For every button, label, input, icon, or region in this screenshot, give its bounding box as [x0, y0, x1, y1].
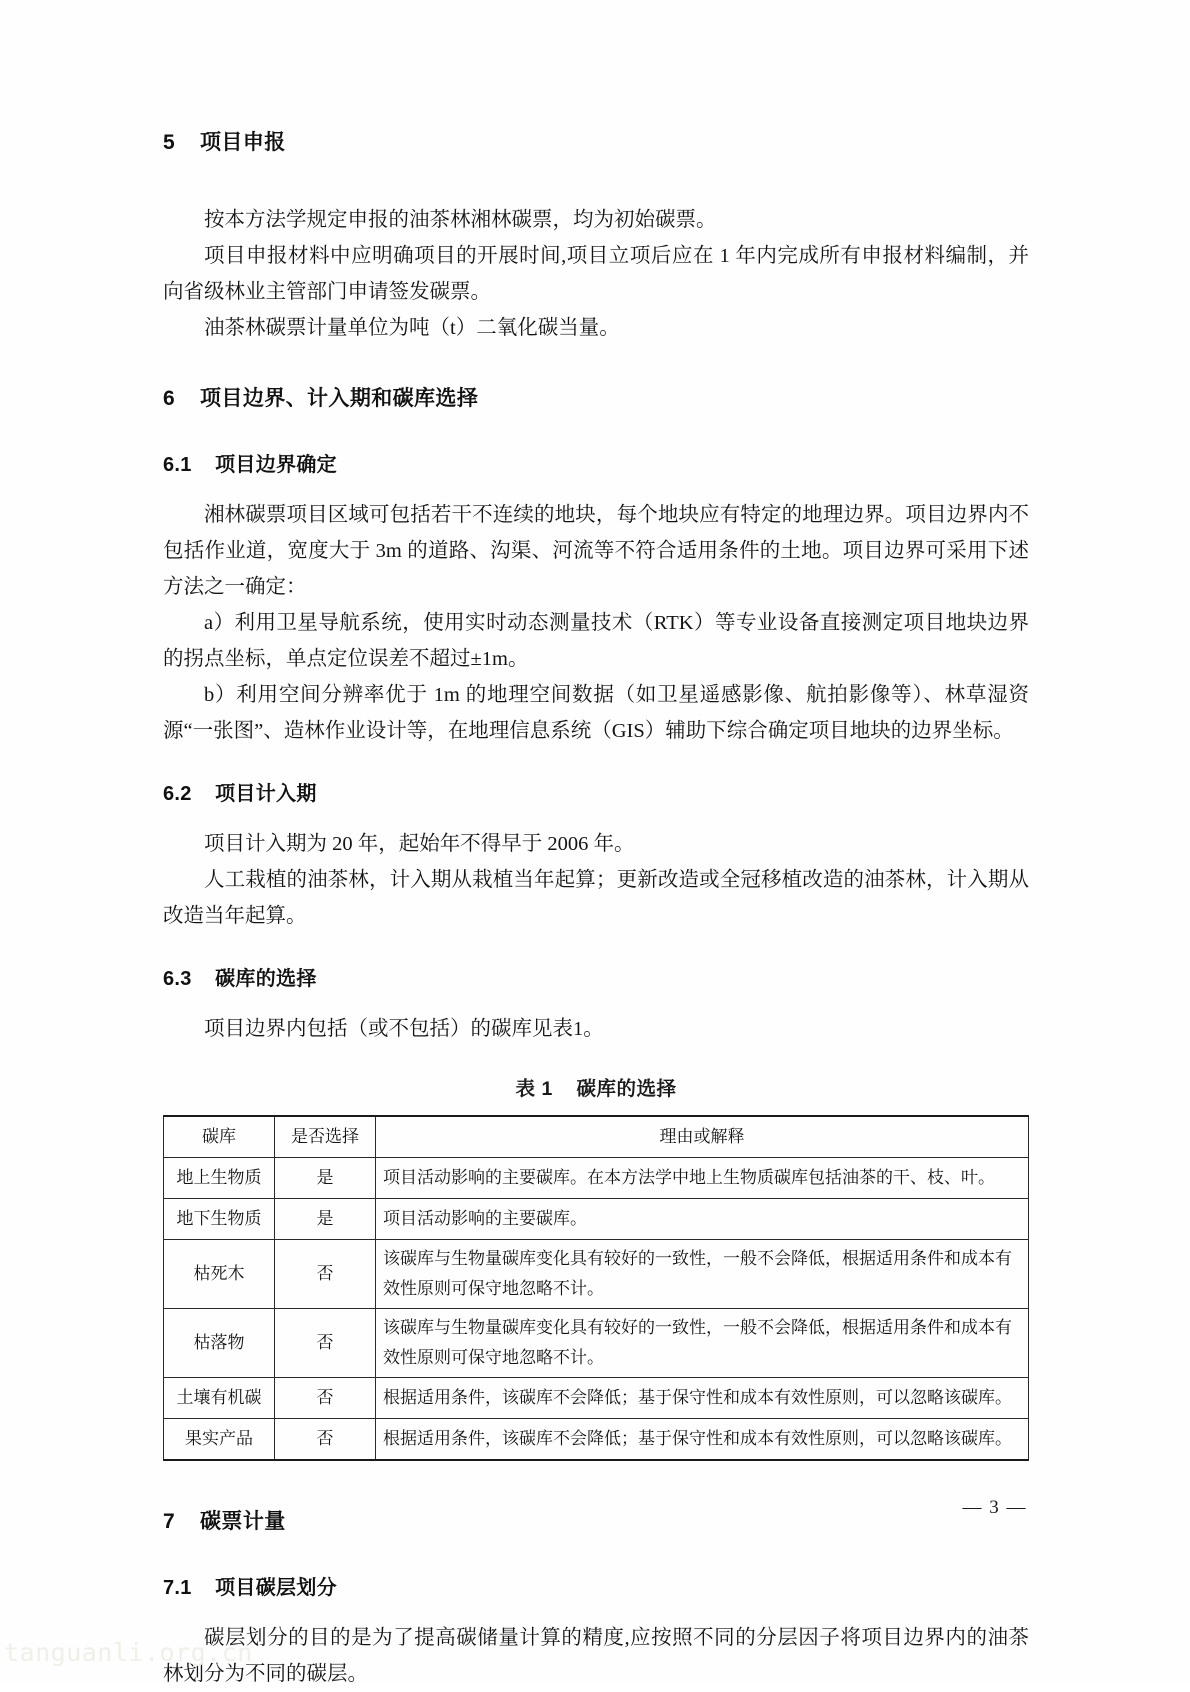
heading-section-6: 6 项目边界、计入期和碳库选择 [163, 387, 479, 410]
cell-pool: 枯落物 [164, 1309, 275, 1378]
cell-selected: 否 [275, 1240, 376, 1309]
table-header-selected: 是否选择 [275, 1116, 376, 1158]
paragraph-6-1-1: 湘林碳票项目区域可包括若干不连续的地块，每个地块应有特定的地理边界。项目边界内不包括作业道，宽度大于 3m 的道路、沟渠、河流等不符合适用条件的土地。项目边界可采用下述方法之一确定： [163, 504, 1029, 598]
cell-selected: 否 [275, 1419, 376, 1461]
cell-selected: 否 [275, 1378, 376, 1419]
carbon-pool-table [163, 1115, 1029, 1461]
paragraph-6-1-item-a: a）利用卫星导航系统，使用实时动态测量技术（RTK）等专业设备直接测定项目地块边界的拐点坐标，单点定位误差不超过±1m。 [163, 612, 1029, 670]
cell-reason: 项目活动影响的主要碳库。在本方法学中地上生物质碳库包括油茶的干、枝、叶。 [376, 1158, 1029, 1199]
table-row [164, 1419, 1029, 1461]
heading-section-5: 5 项目申报 [163, 131, 286, 154]
cell-reason: 项目活动影响的主要碳库。 [376, 1199, 1029, 1240]
heading-section-7-1: 7.1 项目碳层划分 [163, 1577, 337, 1599]
heading-section-6-3: 6.3 碳库的选择 [163, 968, 317, 990]
table-head [164, 1116, 1029, 1158]
page-content [163, 126, 1029, 1692]
paragraph-6-2-1: 项目计入期为 20 年，起始年不得早于 2006 年。 [204, 833, 635, 855]
page-number: — 3 — [962, 1497, 1027, 1518]
table-row [164, 1378, 1029, 1419]
cell-selected: 是 [275, 1158, 376, 1199]
cell-selected: 否 [275, 1309, 376, 1378]
heading-section-6-2: 6.2 项目计入期 [163, 783, 317, 805]
cell-reason: 根据适用条件，该碳库不会降低；基于保守性和成本有效性原则，可以忽略该碳库。 [376, 1419, 1029, 1461]
cell-pool: 枯死木 [164, 1240, 275, 1309]
paragraph-5-2: 项目申报材料中应明确项目的开展时间,项目立项后应在 1 年内完成所有申报材料编制，并向省级林业主管部门申请签发碳票。 [163, 245, 1029, 303]
table-row [164, 1158, 1029, 1199]
paragraph-6-3-1: 项目边界内包括（或不包括）的碳库见表1。 [204, 1018, 604, 1040]
cell-reason: 根据适用条件，该碳库不会降低；基于保守性和成本有效性原则，可以忽略该碳库。 [376, 1378, 1029, 1419]
paragraph-6-1-item-b: b）利用空间分辨率优于 1m 的地理空间数据（如卫星遥感影像、航拍影像等）、林草湿资源“一张图”、造林作业设计等，在地理信息系统（GIS）辅助下综合确定项目地块的边界坐标。 [163, 684, 1029, 742]
table-header-reason: 理由或解释 [376, 1116, 1029, 1158]
table-row [164, 1309, 1029, 1378]
table-row [164, 1199, 1029, 1240]
cell-reason: 该碳库与生物量碳库变化具有较好的一致性，一般不会降低，根据适用条件和成本有效性原则可保守地忽略不计。 [376, 1240, 1029, 1309]
cell-selected: 是 [275, 1199, 376, 1240]
paragraph-5-1: 按本方法学规定申报的油茶林湘林碳票，均为初始碳票。 [204, 209, 717, 231]
paragraph-7-1-1: 碳层划分的目的是为了提高碳储量计算的精度,应按照不同的分层因子将项目边界内的油茶林划分为不同的碳层。 [163, 1627, 1029, 1685]
table-caption: 表 1 碳库的选择 [515, 1078, 677, 1100]
heading-section-7: 7 碳票计量 [163, 1510, 286, 1533]
table-header-pool: 碳库 [164, 1116, 275, 1158]
table-wrapper [163, 1115, 1029, 1461]
table-row [164, 1240, 1029, 1309]
table-body [164, 1158, 1029, 1461]
paragraph-6-2-2: 人工栽植的油茶林，计入期从栽植当年起算；更新改造或全冠移植改造的油茶林，计入期从改造当年起算。 [163, 869, 1029, 927]
cell-reason: 该碳库与生物量碳库变化具有较好的一致性，一般不会降低，根据适用条件和成本有效性原则可保守地忽略不计。 [376, 1309, 1029, 1378]
cell-pool: 果实产品 [164, 1419, 275, 1461]
cell-pool: 地上生物质 [164, 1158, 275, 1199]
cell-pool: 地下生物质 [164, 1199, 275, 1240]
paragraph-5-3: 油茶林碳票计量单位为吨（t）二氧化碳当量。 [204, 317, 620, 339]
watermark-text: tanguanli.org.cn [4, 1638, 253, 1667]
cell-pool: 土壤有机碳 [164, 1378, 275, 1419]
table-header-row [164, 1116, 1029, 1158]
heading-section-6-1: 6.1 项目边界确定 [163, 454, 337, 476]
